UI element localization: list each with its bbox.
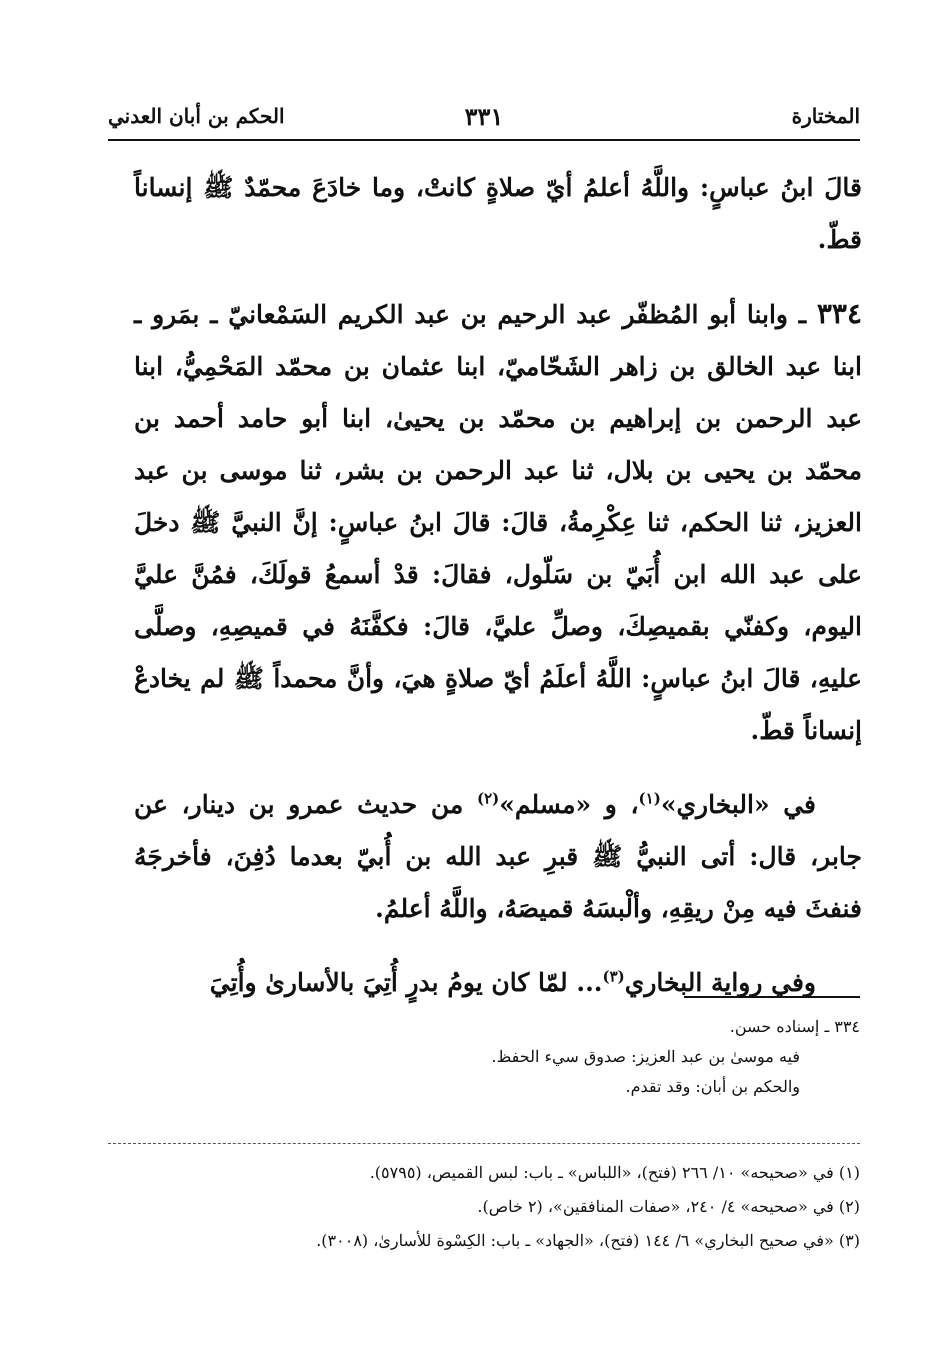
hadith-notes	[150, 1012, 860, 1102]
note-narrator-hakam: والحكم بن أبان: وقد تقدم.	[625, 1077, 800, 1096]
sources-text: من حديث عمرو بن دينار، عن جابر، قال: أتى النبيُّ ﷺ قبرِ عبد الله بن أُبيّ بعدما دُفِنَ، فأخرجَهُ فنفثَ فيه مِنْ ريقِهِ، وألْبسَهُ قميصَهُ، واللَّهُ أعلمُ.	[134, 790, 862, 923]
header-book-title: المختارة	[791, 104, 860, 128]
page-header	[108, 98, 860, 138]
paragraph-hadith-334	[134, 288, 862, 757]
header-chapter-title: الحكم بن أبان العدني	[108, 104, 285, 128]
source-bukhari: في «البخاري»	[660, 790, 816, 819]
narration-text: ... لمّا كان يومُ بدرٍ أُتِيَ بالأسارىٰ وأُتِيَ	[209, 968, 603, 997]
footnote-ref-1: (١)	[638, 789, 661, 808]
note-narrator-musa: فيه موسىٰ بن عبد العزيز: صدوق سيء الحفظ.	[491, 1047, 800, 1066]
hadith-text: ـ وابنا أبو المُظفّر عبد الرحيم بن عبد الكريم السَمْعانيّ ـ بمَرو ـ ابنا عبد الخالق بن زاهر الشَحّاميّ، ابنا عثمان بن محمّد المَحْمِيُّ، ابنا عبد الرحمن بن إبراهيم بن محمّد بن يحيىٰ، ابنا أبو حامد أحمد بن محمّد بن يحيى بن بلال، ثنا عبد الرحمن بن بشر، ثنا موسى بن عبد العزيز، ثنا الحكم، ثنا عِكْرِمةُ، قالَ: قالَ ابنُ عباسٍ: إنَّ النبيَّ ﷺ دخلَ على عبد الله ابن أُبَيّ بن سَلّول، فقالَ: قدْ أسمعُ قولَكَ، فمُنَّ عليَّ اليوم، وكفنّي بقميصِكَ، وصلِّ عليَّ، قالَ: فكفَّنَهُ في قميصِهِ، وصلَّى عليهِ، قالَ ابنُ عباسٍ: اللَّهُ أعلَمُ أيّ صلاةٍ هيَ، وأنَّ محمداً ﷺ لم يخادعْ إنساناً قطّ.	[134, 300, 862, 745]
header-divider	[108, 139, 860, 141]
footnote-ref-3: (٣)	[602, 967, 625, 986]
main-text	[134, 162, 862, 1031]
footnotes-divider	[108, 1143, 860, 1144]
footnote-1: (١) في «صحيحه» ١٠/ ٢٦٦ (فتح)، «اللباس» ـ باب: لبس القميص، (٥٧٩٥).	[369, 1163, 860, 1182]
footnotes	[150, 1156, 860, 1258]
paragraph-sources	[134, 779, 862, 935]
source-muslim: ، و «مسلم»	[499, 790, 639, 819]
footnote-2: (٢) في «صحيحه» ٤/ ٢٤٠، «صفات المنافقين»، (٢ خاص).	[477, 1197, 860, 1216]
footnote-ref-2: (٢)	[476, 789, 500, 808]
paragraph-1: قالَ ابنُ عباسٍ: واللَّهُ أعلمُ أيّ صلاةٍ كانتْ، وما خادَعَ محمّدٌ ﷺ إنساناً قطّ.	[134, 173, 862, 254]
page-number: ٣٣١	[464, 102, 504, 131]
narration-intro: وفي رواية البخاري	[624, 968, 816, 997]
footnote-3: (٣) «في صحيح البخاري» ٦/ ١٤٤ (فتح)، «الجهاد» ـ باب: الكِسْوة للأسارىٰ، (٣٠٠٨).	[316, 1231, 860, 1250]
paragraph-bukhari-narration	[134, 957, 862, 1009]
notes-divider	[684, 996, 860, 998]
hadith-number: ٣٣٤	[816, 297, 862, 330]
note-grading: ٣٣٤ ـ إسناده حسن.	[729, 1017, 860, 1036]
